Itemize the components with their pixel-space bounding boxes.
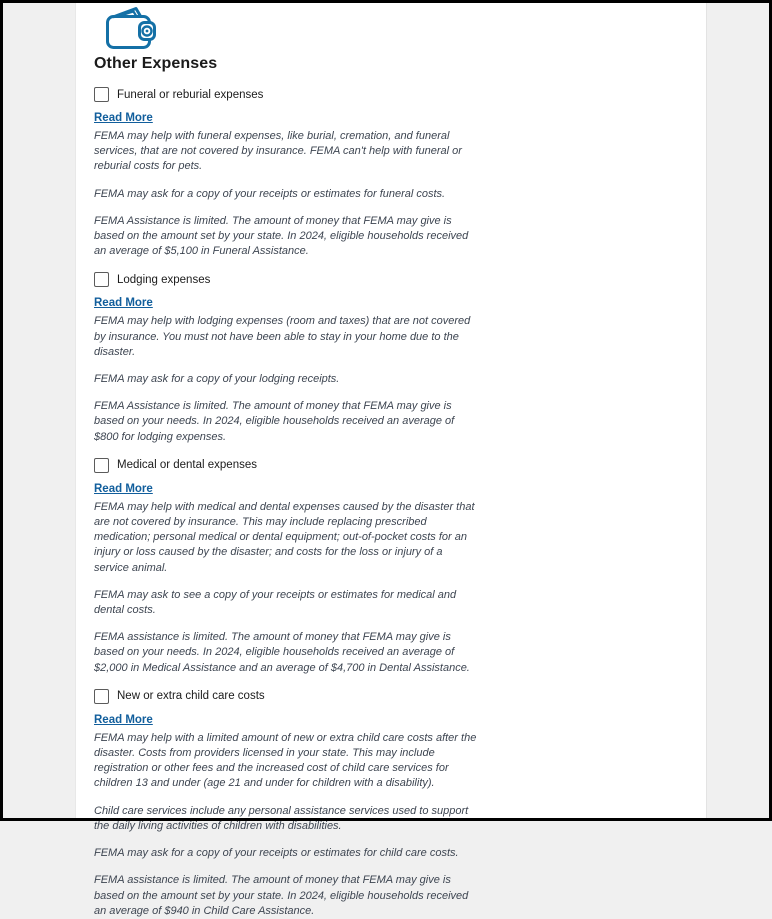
expense-section-childcare — [94, 689, 706, 919]
read-more-link[interactable]: Read More — [94, 297, 153, 310]
section-paragraph: FEMA may help with lodging expenses (room and taxes) that are not covered by insurance. You must not have been able to stay in your home due to the disaster. — [94, 315, 471, 358]
checkbox[interactable] — [94, 689, 109, 704]
section-paragraph: FEMA Assistance is limited. The amount of money that FEMA may give is based on the amount set by your state. In 2024, eligible households received an average of $5,100 in Funeral Assistance. — [94, 214, 469, 258]
section-paragraphs — [94, 500, 706, 676]
checkbox[interactable] — [94, 87, 109, 102]
expense-checkbox-row[interactable] — [94, 87, 706, 102]
section-paragraph: FEMA assistance is limited. The amount of money that FEMA may give is based on the amount set by your state. In 2024, eligible households received an average of $940 in Child Care Assistance. — [94, 874, 469, 917]
expense-sections-list — [94, 87, 706, 919]
read-more-link[interactable]: Read More — [94, 482, 153, 495]
checkbox-label: Medical or dental expenses — [117, 459, 257, 472]
wallet-icon — [100, 6, 158, 50]
section-paragraph: FEMA may ask to see a copy of your receipts or estimates for medical and dental costs. — [94, 588, 457, 617]
section-paragraph: FEMA may help with a limited amount of new or extra child care costs after the disaster. Costs from providers licensed in your state. This may include registration or other fees and the increased cost of child care services for children 13 and under (age 21 and under for children with a disability). — [94, 731, 477, 790]
expense-checkbox-row[interactable] — [94, 689, 706, 704]
section-paragraph: FEMA may help with medical and dental expenses caused by the disaster that are not covered by insurance. This may include replacing prescribed medication; personal medical or dental equipment; out-of-pocket costs for an injury or loss caused by the disaster; and costs for the loss or injury of a service animal. — [94, 500, 475, 574]
checkbox[interactable] — [94, 272, 109, 287]
content-area — [75, 3, 707, 917]
section-paragraph: Child care services include any personal assistance services used to support the daily living activities of children with disabilities. — [94, 804, 469, 832]
section-paragraphs — [94, 129, 706, 259]
section-paragraphs — [94, 731, 706, 919]
page — [3, 3, 769, 917]
checkbox-label: Funeral or reburial expenses — [117, 88, 264, 101]
expense-section-funeral — [94, 87, 706, 259]
section-paragraph: FEMA may ask for a copy of your receipts or estimates for funeral costs. — [94, 187, 446, 200]
section-paragraph: FEMA may ask for a copy of your lodging receipts. — [94, 373, 340, 386]
checkbox[interactable] — [94, 458, 109, 473]
checkbox-label: New or extra child care costs — [117, 690, 265, 703]
page-title: Other Expenses — [94, 55, 218, 72]
section-paragraph: FEMA Assistance is limited. The amount of money that FEMA may give is based on your needs. In 2024, eligible households received an average of $800 for lodging expenses. — [94, 400, 455, 443]
expense-section-lodging — [94, 272, 706, 444]
section-paragraph: FEMA may help with funeral expenses, like burial, cremation, and funeral services, that are not covered by insurance. FEMA can't help with funeral or reburial costs for pets. — [94, 130, 462, 173]
section-paragraph: FEMA assistance is limited. The amount of money that FEMA may give is based on your needs. In 2024, eligible households received an average of $2,000 in Medical Assistance and an average of $4,700 in Dental Assistance. — [94, 631, 470, 674]
expense-checkbox-row[interactable] — [94, 458, 706, 473]
expense-checkbox-row[interactable] — [94, 272, 706, 287]
checkbox-label: Lodging expenses — [117, 273, 211, 286]
section-paragraphs — [94, 314, 706, 444]
expense-section-medical — [94, 458, 706, 676]
read-more-link[interactable]: Read More — [94, 112, 153, 124]
read-more-link[interactable]: Read More — [94, 713, 153, 726]
section-paragraph: FEMA may ask for a copy of your receipts or estimates for child care costs. — [94, 847, 459, 860]
